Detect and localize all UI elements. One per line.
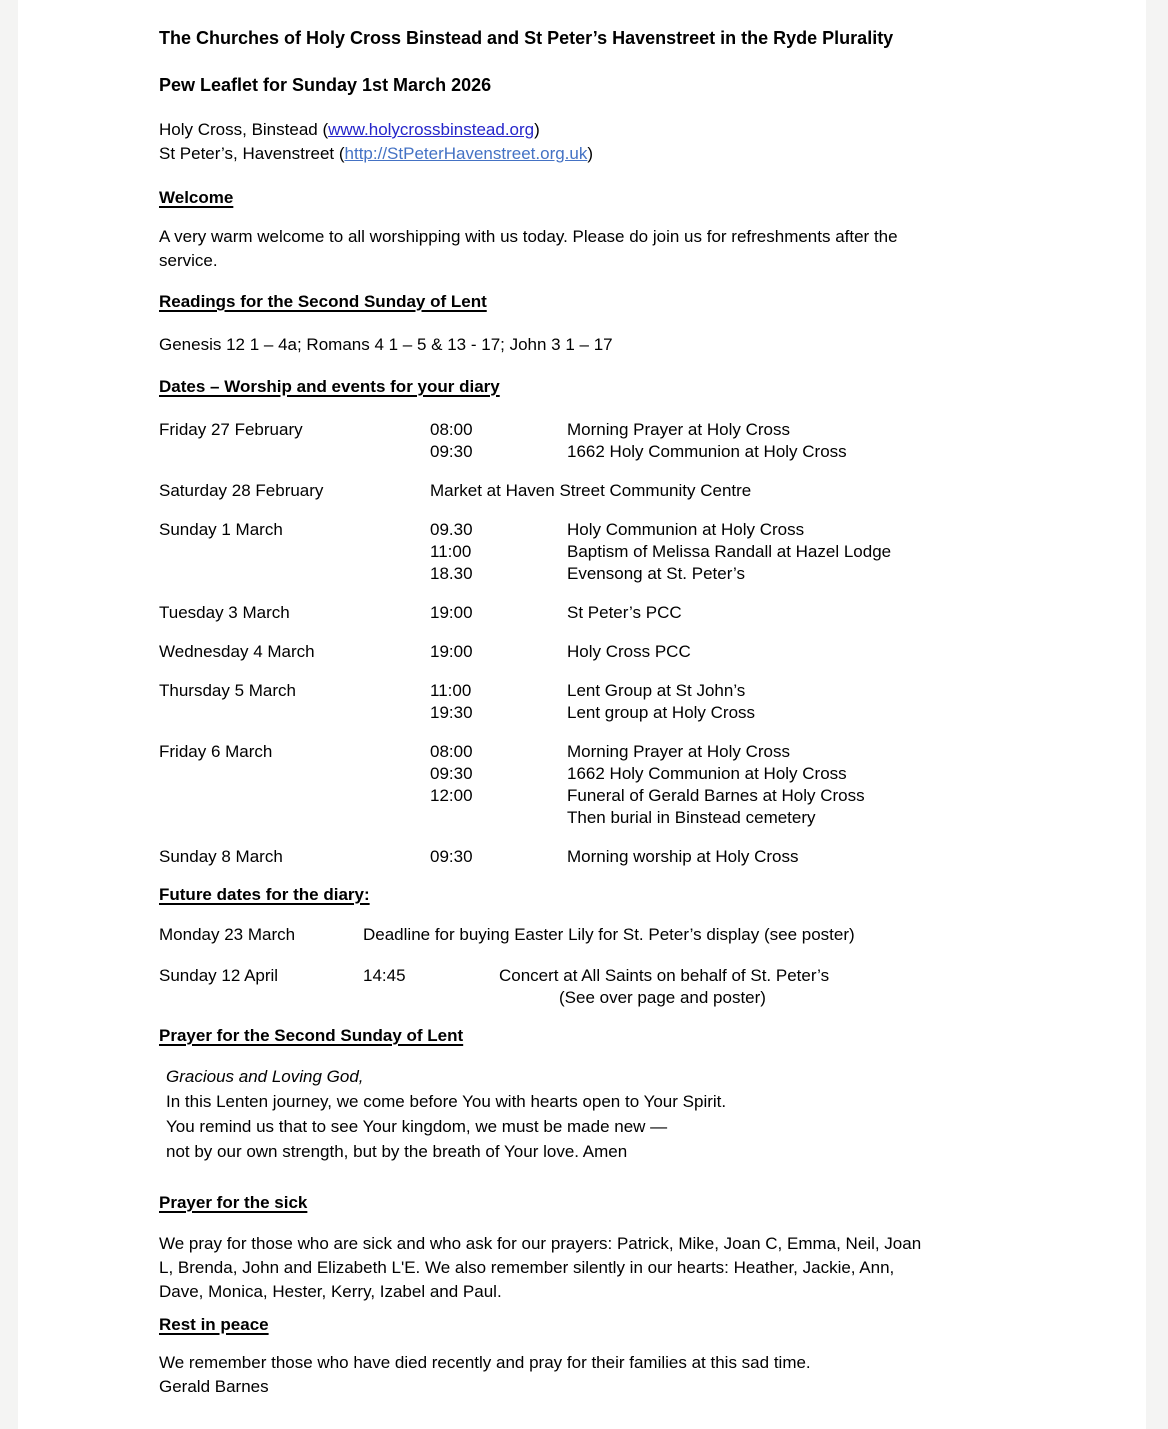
leaflet-subtitle: Pew Leaflet for Sunday 1st March 2026: [159, 75, 492, 95]
diary-entry: [159, 602, 1106, 624]
section-heading-sick-prayer: Prayer for the sick: [159, 1193, 308, 1212]
section-heading-future-dates: Future dates for the diary:: [159, 885, 370, 904]
diary-date: Sunday 1 March: [159, 520, 283, 539]
diary-entry-rows: [430, 602, 1106, 624]
rest-in-peace-text: [159, 1351, 1021, 1399]
diary-entry: [159, 480, 1106, 502]
welcome-line: A very warm welcome to all worshipping with us today. Please do join us for refreshments after the: [159, 227, 898, 246]
lent-prayer-line: not by our own strength, but by the breath of Your love. Amen: [166, 1142, 628, 1161]
diary-row: [430, 807, 1106, 829]
diary-time: 18.30: [430, 564, 473, 583]
diary-time: 09:30: [430, 847, 473, 866]
diary-date: Wednesday 4 March: [159, 642, 315, 661]
st-peters-link-line: [159, 142, 1106, 166]
leaflet-title: The Churches of Holy Cross Binstead and St Peter’s Havenstreet in the Ryde Plurality: [159, 28, 894, 48]
future-note: Deadline for buying Easter Lily for St. Peter’s display (see poster): [363, 925, 855, 944]
diary-event: Morning Prayer at Holy Cross: [567, 742, 790, 761]
diary-date: Friday 27 February: [159, 420, 303, 439]
rest-in-peace-line: We remember those who have died recently and pray for their families at this sad time.: [159, 1353, 811, 1372]
st-peters-link-prefix: St Peter’s, Havenstreet (: [159, 144, 345, 163]
st-peters-url-link[interactable]: http://StPeterHavenstreet.org.uk: [344, 144, 588, 163]
welcome-paragraph: [159, 225, 1021, 273]
diary-time: 09:30: [430, 764, 473, 783]
diary-event: Market at Haven Street Community Centre: [430, 481, 752, 500]
diary-entry: [159, 419, 1106, 463]
diary-entry: [159, 641, 1106, 663]
sick-prayer-text: [159, 1232, 1021, 1304]
lent-prayer-line: In this Lenten journey, we come before You with hearts open to Your Spirit.: [166, 1092, 727, 1111]
welcome-line: service.: [159, 251, 218, 270]
diary-time: 11:00: [430, 681, 472, 700]
diary-row: [430, 846, 1106, 868]
readings-text: Genesis 12 1 – 4a; Romans 4 1 – 5 & 13 - 17; John 3 1 – 17: [159, 335, 613, 354]
diary-entry: [159, 846, 1106, 868]
diary-time: 12:00: [430, 786, 473, 805]
sick-prayer-line: We pray for those who are sick and who ask for our prayers: Patrick, Mike, Joan C, Emma, Neil, Joan: [159, 1234, 922, 1253]
diary-event: 1662 Holy Communion at Holy Cross: [567, 764, 847, 783]
future-entry: [159, 965, 1106, 1009]
diary-entry-rows: [430, 519, 1106, 585]
holy-cross-url-link[interactable]: www.holycrossbinstead.org: [328, 120, 535, 139]
diary-entry-rows: [430, 480, 1106, 502]
diary-table: [159, 419, 1106, 868]
diary-entry: [159, 680, 1106, 724]
diary-event: Morning Prayer at Holy Cross: [567, 420, 790, 439]
diary-event: Evensong at St. Peter’s: [567, 564, 745, 583]
diary-row: [430, 563, 1106, 585]
diary-time: 19:00: [430, 603, 473, 622]
diary-event: Funeral of Gerald Barnes at Holy Cross: [567, 786, 865, 805]
diary-time: 08:00: [430, 742, 473, 761]
section-heading-lent-prayer: Prayer for the Second Sunday of Lent: [159, 1026, 464, 1045]
diary-row: [430, 441, 1106, 463]
sick-prayer-line: L, Brenda, John and Elizabeth L'E. We also remember silently in our hearts: Heather, Jackie, Ann,: [159, 1258, 895, 1277]
diary-row: [430, 763, 1106, 785]
diary-entry-rows: [430, 641, 1106, 663]
diary-row: [430, 419, 1106, 441]
diary-row: [430, 785, 1106, 807]
diary-row: [430, 541, 1106, 563]
holy-cross-link-prefix: Holy Cross, Binstead (: [159, 120, 329, 139]
diary-event: Morning worship at Holy Cross: [567, 847, 799, 866]
diary-time: 09:30: [430, 442, 473, 461]
diary-row: [430, 702, 1106, 724]
diary-row: [430, 741, 1106, 763]
future-event: Concert at All Saints on behalf of St. Peter’s: [499, 966, 830, 985]
diary-time: [430, 807, 567, 829]
section-heading-diary: Dates – Worship and events for your diary: [159, 377, 500, 396]
diary-date: Tuesday 3 March: [159, 603, 290, 622]
diary-event: Then burial in Binstead cemetery: [567, 808, 816, 827]
section-heading-welcome: Welcome: [159, 188, 234, 207]
diary-date: Sunday 8 March: [159, 847, 283, 866]
diary-event: Lent group at Holy Cross: [567, 703, 756, 722]
church-links: [159, 118, 1106, 166]
diary-event: Baptism of Melissa Randall at Hazel Lodge: [567, 542, 892, 561]
diary-row: [430, 680, 1106, 702]
diary-entry: [159, 741, 1106, 829]
diary-time: 19:30: [430, 703, 473, 722]
future-entry: [159, 924, 1106, 946]
diary-time: 11:00: [430, 542, 472, 561]
diary-row: [430, 519, 1106, 541]
diary-event: St Peter’s PCC: [567, 603, 682, 622]
future-time: 14:45: [363, 966, 406, 985]
section-heading-rest-in-peace: Rest in peace: [159, 1315, 269, 1334]
diary-event: Holy Cross PCC: [567, 642, 691, 661]
future-event-note: (See over page and poster): [559, 988, 766, 1007]
diary-date: Saturday 28 February: [159, 481, 324, 500]
holy-cross-link-line: [159, 118, 1106, 142]
diary-row: [430, 480, 1106, 502]
lent-prayer-line: You remind us that to see Your kingdom, we must be made new —: [166, 1117, 668, 1136]
diary-date: Friday 6 March: [159, 742, 273, 761]
diary-event: Lent Group at St John’s: [567, 681, 746, 700]
diary-date: Thursday 5 March: [159, 681, 296, 700]
future-event-block: [499, 965, 1106, 1009]
diary-entry-rows: [430, 419, 1106, 463]
diary-time: 19:00: [430, 642, 473, 661]
diary-time: 09.30: [430, 520, 473, 539]
diary-time: 08:00: [430, 420, 473, 439]
st-peters-link-suffix: ): [587, 144, 594, 163]
lent-prayer-text: [159, 1064, 1028, 1164]
section-heading-readings: Readings for the Second Sunday of Lent: [159, 292, 487, 311]
sick-prayer-line: Dave, Monica, Hester, Kerry, Izabel and Paul.: [159, 1282, 502, 1301]
future-date: Sunday 12 April: [159, 966, 279, 985]
diary-entry: [159, 519, 1106, 585]
diary-row: [430, 641, 1106, 663]
diary-event: 1662 Holy Communion at Holy Cross: [567, 442, 847, 461]
holy-cross-link-suffix: ): [534, 120, 540, 139]
future-date: Monday 23 March: [159, 925, 296, 944]
diary-entry-rows: [430, 680, 1106, 724]
lent-prayer-line: Gracious and Loving God,: [166, 1067, 364, 1086]
rest-in-peace-line: Gerald Barnes: [159, 1377, 269, 1396]
pew-leaflet-page: [18, 0, 1146, 1429]
diary-entry-rows: [430, 741, 1106, 829]
diary-row: [430, 602, 1106, 624]
diary-event: Holy Communion at Holy Cross: [567, 520, 805, 539]
diary-entry-rows: [430, 846, 1106, 868]
